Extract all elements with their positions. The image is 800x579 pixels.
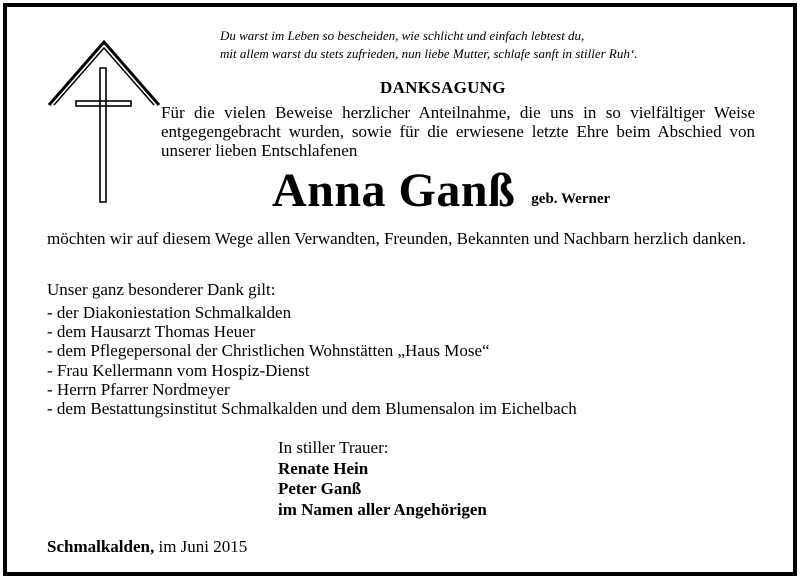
date: im Juni 2015 xyxy=(154,537,248,556)
mourner-name: im Namen aller Angehörigen xyxy=(278,499,487,519)
motto-verse xyxy=(220,27,637,63)
heading: DANKSAGUNG xyxy=(380,78,506,97)
roof-cross-icon xyxy=(48,40,160,210)
mourner-name: Peter Ganß xyxy=(278,479,362,498)
thanks-paragraph: möchten wir auf diesem Wege allen Verwandten, Freunden, Bekannten und Nachbarn herzlich danken. xyxy=(47,229,747,248)
mourners-block xyxy=(278,438,487,520)
list-item: - dem Hausarzt Thomas Heuer xyxy=(47,322,256,342)
list-item: - dem Bestattungsinstitut Schmalkalden und dem Blumensalon im Eichelbach xyxy=(47,399,577,419)
motto-line-2: mit allem warst du stets zufrieden, nun liebe Mutter, schlafe sanft in stiller Ruh‘. xyxy=(220,46,638,61)
special-thanks-intro: Unser ganz besonderer Dank gilt: xyxy=(47,280,276,299)
place-date xyxy=(47,537,247,557)
mourners-intro: In stiller Trauer: xyxy=(278,438,389,457)
list-item: - Frau Kellermann vom Hospiz-Dienst xyxy=(47,360,310,380)
list-item: - dem Pflegepersonal der Christlichen Wohnstätten „Haus Mose“ xyxy=(47,341,490,361)
special-thanks-list xyxy=(47,303,577,418)
birth-name: geb. Werner xyxy=(531,190,611,207)
list-item: - Herrn Pfarrer Nordmeyer xyxy=(47,379,230,399)
mourner-name: Renate Hein xyxy=(278,458,369,478)
deceased-name-line xyxy=(272,163,610,218)
motto-line-1: Du warst im Leben so bescheiden, wie schlicht und einfach lebtest du, xyxy=(220,28,585,43)
deceased-name: Anna Ganß xyxy=(272,164,516,217)
place-city: Schmalkalden, xyxy=(47,537,155,556)
list-item: - der Diakoniestation Schmalkalden xyxy=(47,303,292,322)
intro-paragraph: Für die vielen Beweise herzlicher Anteilnahme, die uns in so vielfältiger Weise entgegengebracht wurden, sowie für die erwiesene letzte Ehre beim Abschied von unserer lieben Entschlafenen xyxy=(161,103,755,160)
